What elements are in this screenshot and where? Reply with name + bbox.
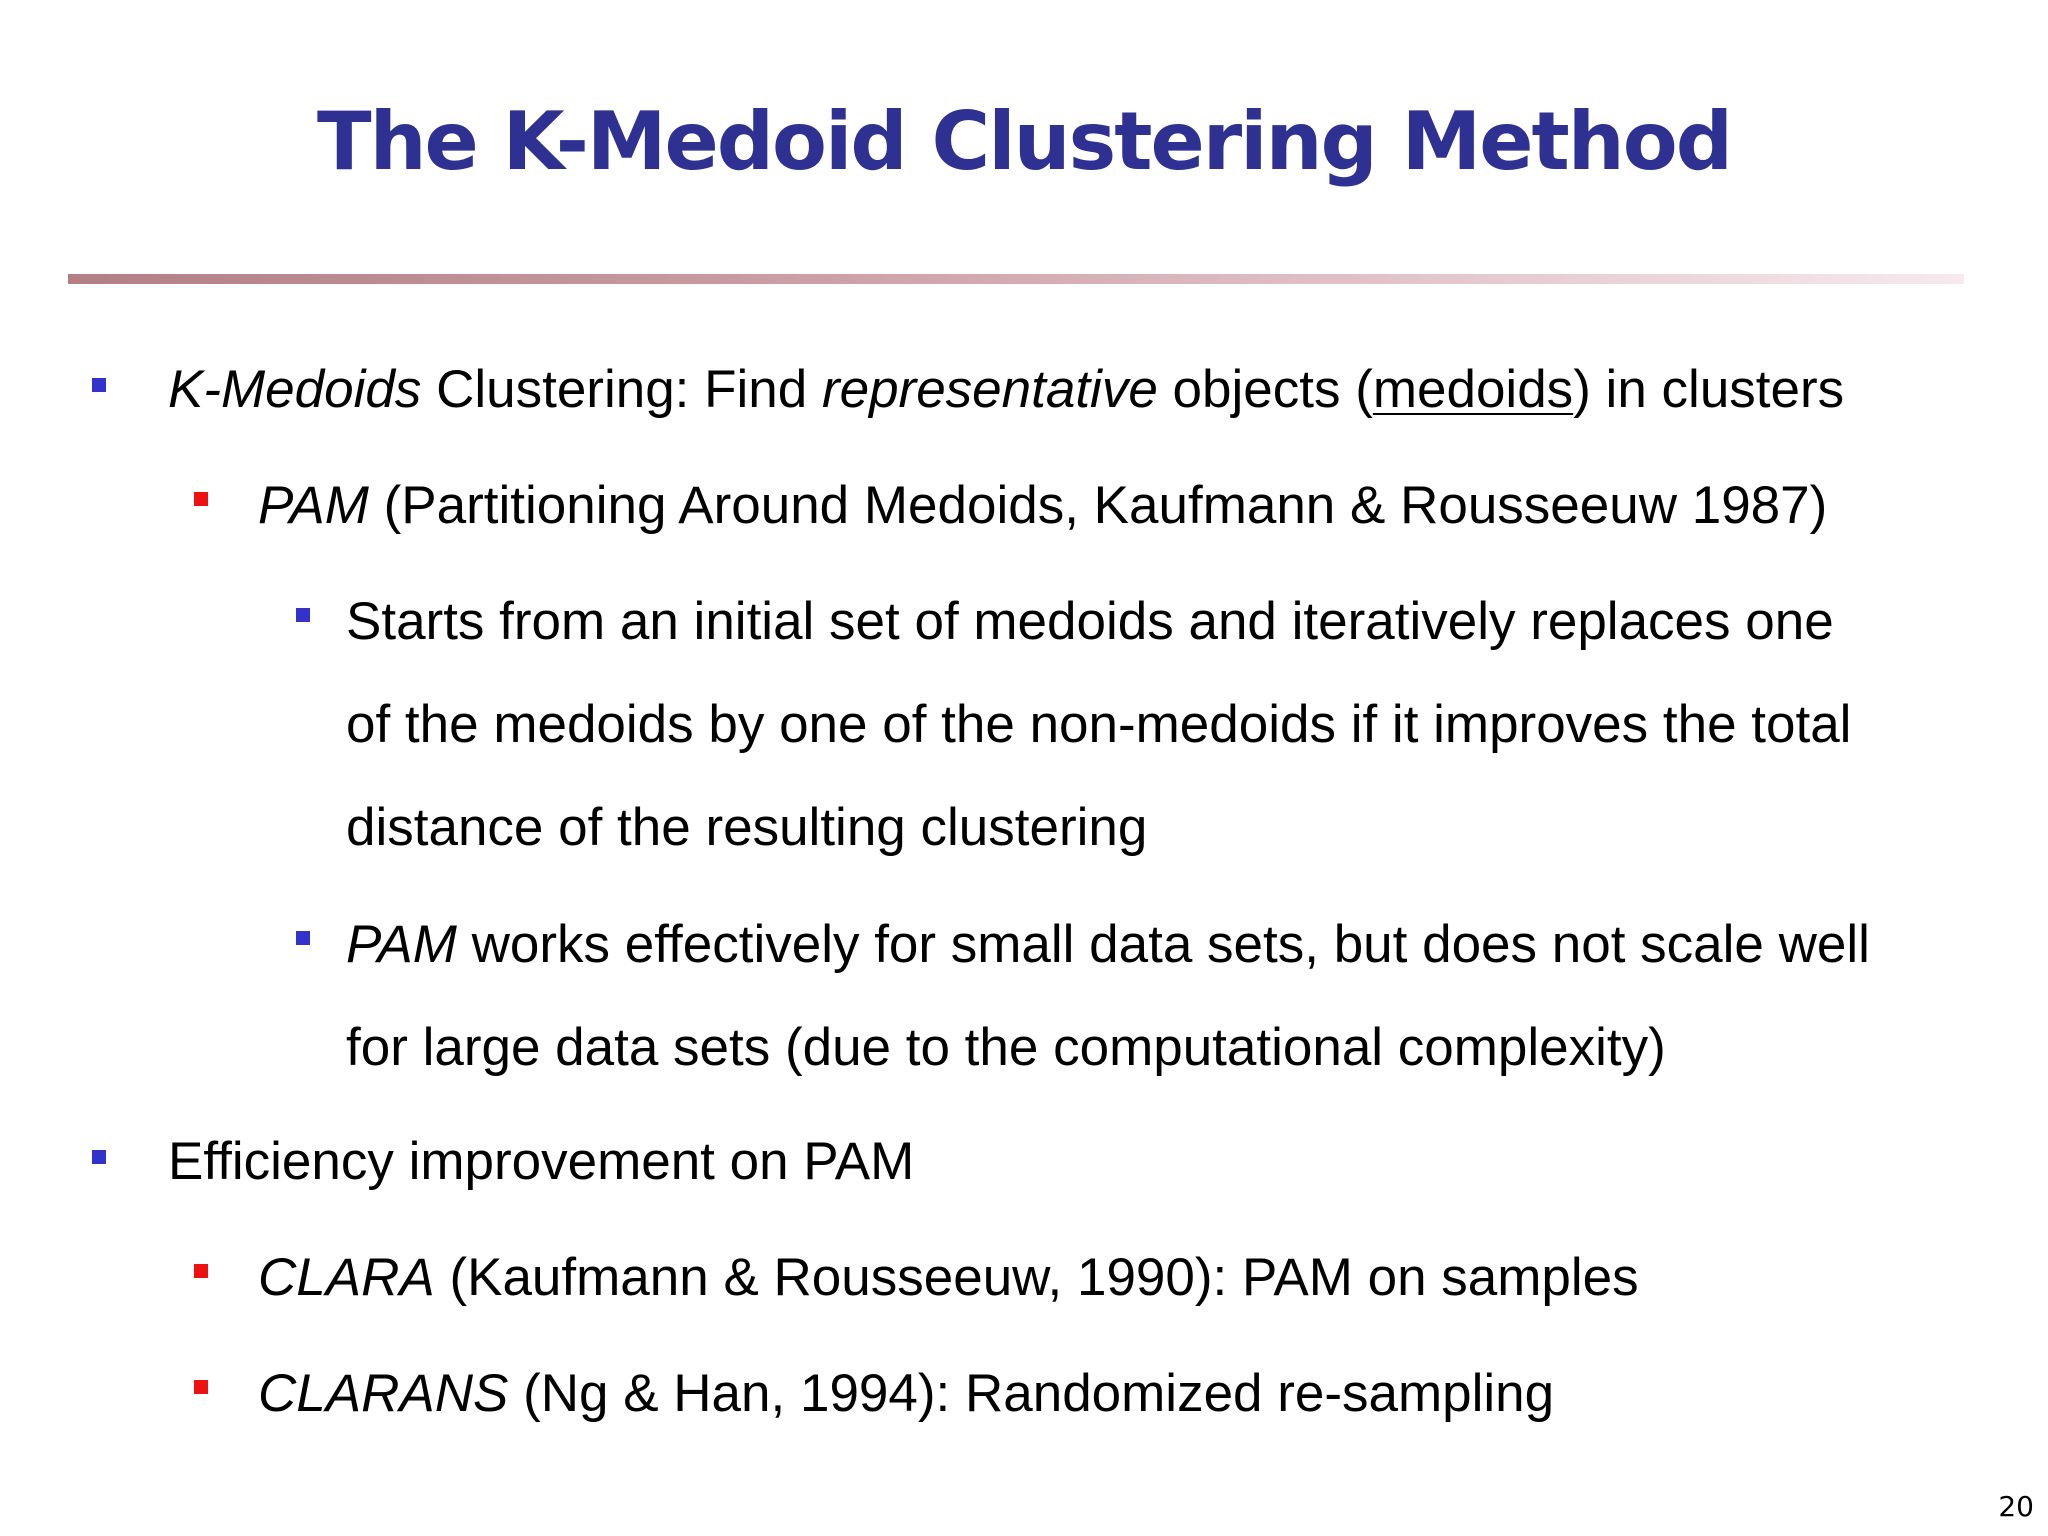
list-item-line: for large data sets (due to the computational complexity): [346, 1018, 1666, 1077]
term-clarans: CLARANS: [258, 1364, 509, 1423]
slide-title: The K-Medoid Clustering Method: [317, 95, 1731, 188]
list-item-line: of the medoids by one of the non-medoids if it improves the total: [346, 695, 1852, 754]
term-k-medoids: K-Medoids: [168, 360, 422, 419]
list-item: Efficiency improvement on PAM: [168, 1132, 915, 1191]
list-item: K-Medoids Clustering: Find representative objects (medoids) in clusters: [168, 360, 1845, 419]
list-item: CLARA (Kaufmann & Rousseeuw, 1990): PAM on samples: [258, 1248, 1639, 1307]
bullet-marker-blue: [92, 1150, 106, 1164]
term-representative: representative: [821, 360, 1158, 419]
list-item: PAM works effectively for small data sets, but does not scale well: [346, 915, 1870, 974]
list-item: PAM (Partitioning Around Medoids, Kaufmann & Rousseeuw 1987): [258, 476, 1828, 535]
term-pam: PAM: [346, 915, 457, 974]
list-item-line: distance of the resulting clustering: [346, 798, 1148, 857]
bullet-marker-blue: [92, 378, 106, 392]
list-item: CLARANS (Ng & Han, 1994): Randomized re-sampling: [258, 1364, 1555, 1423]
bullet-marker-blue: [296, 608, 310, 622]
page-number: 20: [1998, 1490, 2034, 1523]
bullet-marker-red: [194, 492, 208, 506]
bullet-marker-red: [194, 1264, 208, 1278]
bullet-marker-red: [194, 1380, 208, 1394]
bullet-marker-blue: [296, 931, 310, 945]
term-medoids: medoids: [1372, 360, 1574, 419]
term-pam: PAM: [258, 476, 369, 535]
term-clara: CLARA: [258, 1248, 435, 1307]
list-item-line: Starts from an initial set of medoids and iteratively replaces one: [346, 592, 1834, 651]
